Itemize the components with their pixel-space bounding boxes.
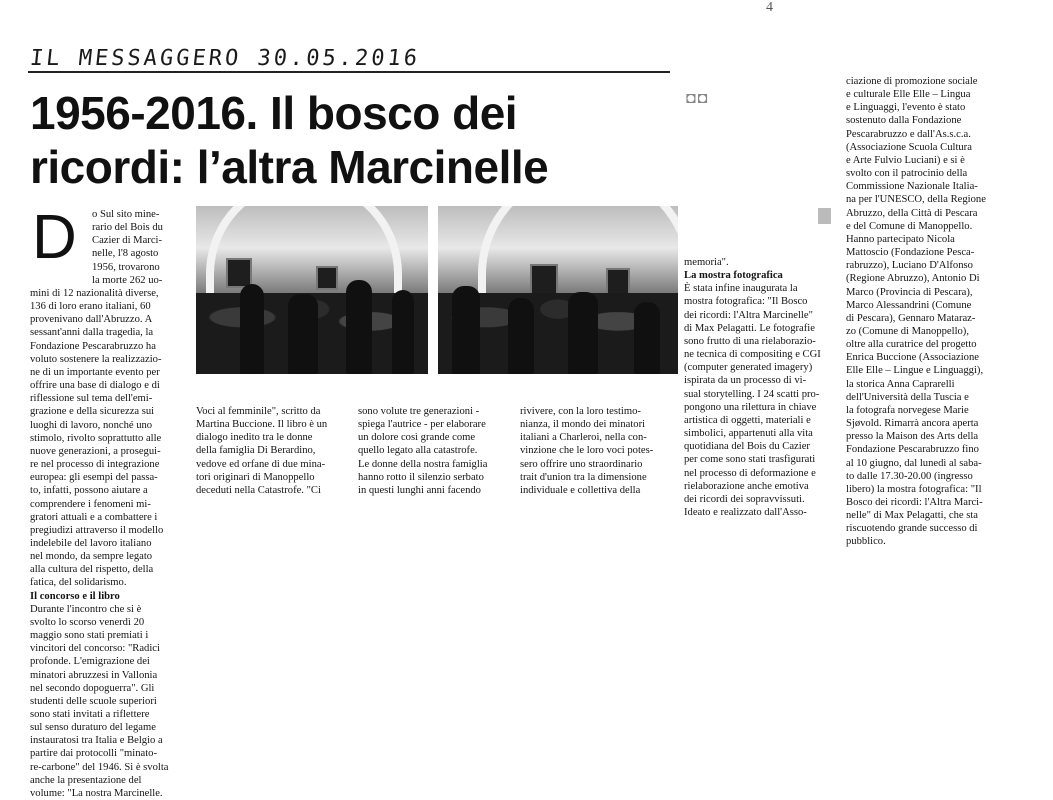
text-line: instauratosi tra Italia e Belgio a	[30, 735, 163, 747]
text-line: (Associazione Scuola Cultura	[846, 141, 972, 153]
text-line: Durante l'incontro che si è	[30, 603, 142, 615]
headline-line-1: 1956-2016. Il bosco dei	[30, 87, 518, 139]
text-line: sono volute tre generazioni -	[358, 406, 480, 417]
text-line: vinzione che le loro voci potes-	[520, 445, 654, 457]
text-line: studenti delle scuole superiori	[30, 695, 157, 707]
text-line: to dalle 17.30-20.00 (ingresso	[846, 470, 973, 482]
text-line: offrire una base di dialogo e di	[30, 380, 160, 392]
text-line: rabruzzo), Luciano D'Alfonso	[846, 260, 973, 272]
text-line: la storica Anna Caprarelli	[846, 378, 955, 390]
text-line: pubblico.	[846, 536, 886, 548]
text-line: profonde. L'emigrazione dei	[30, 656, 150, 668]
text-line: un dolore così grande come	[358, 432, 476, 444]
text-line: fatica, del solidarismo.	[30, 577, 127, 589]
text-line: È stata infine inaugurata la	[684, 283, 798, 295]
text-line: voluto sostenere la realizzazio-	[30, 353, 162, 365]
text-line: hanno rotto il silenzio serbato	[358, 471, 484, 483]
text-line: stimolo, rivolto soprattutto alle	[30, 432, 162, 444]
text-line: Elle Elle – Lingue e Linguaggi),	[846, 365, 984, 377]
text-line: italiani a Charleroi, nella con-	[520, 432, 647, 444]
text-line: spiega l'autrice - per elaborare	[358, 419, 486, 431]
corner-mark: 4	[766, 0, 773, 15]
text-line: Mattoscio (Fondazione Pesca-	[846, 247, 975, 259]
text-line: mostra fotografica: "Il Bosco	[684, 296, 808, 308]
text-line: Pescarabruzzo e dall'As.s.c.a.	[846, 128, 971, 140]
text-line: mini di 12 nazionalità diverse,	[30, 288, 159, 299]
text-line: 136 di loro erano italiani, 60	[30, 301, 151, 313]
drop-cap: D	[32, 203, 77, 272]
text-line: Commissione Nazionale Italia-	[846, 181, 978, 193]
text-line: Fondazione Pescarabruzzo fino	[846, 444, 979, 456]
decorative-square	[818, 208, 831, 224]
text-line: Il concorso e il libro	[30, 590, 120, 602]
article-column-1	[30, 287, 180, 800]
text-line: libero) la mostra fotografica: "Il	[846, 483, 982, 495]
text-line: della famiglia Di Berardino,	[196, 445, 316, 457]
text-line: gratori attuali e a combattere i	[30, 511, 158, 523]
text-line: anche la presentazione del	[30, 774, 142, 786]
text-line: pregiudizi attraverso il modello	[30, 524, 164, 536]
text-line: minatori abruzzesi in Vallonia	[30, 669, 158, 681]
text-line: 1956, trovarono	[92, 261, 160, 273]
text-line: ne di un importante evento per	[30, 366, 160, 378]
text-line: La mostra fotografica	[684, 270, 783, 282]
text-line: la fotografa norvegese Marie	[846, 404, 969, 416]
text-line: dialogo inedito tra le donne	[196, 432, 313, 444]
text-line: ciazione di promozione sociale	[846, 76, 978, 87]
text-line: Martina Buccione. Il libro è un	[196, 419, 328, 431]
text-line: Fondazione Pescarabruzzo ha	[30, 340, 156, 352]
text-line: Sjøvold. Rimarrà ancora aperta	[846, 418, 979, 430]
text-line: na per l'UNESCO, della Regione	[846, 194, 986, 206]
text-line: in questi lunghi anni facendo	[358, 484, 481, 496]
text-line: dei ricordi dei sopravvissuti.	[684, 493, 805, 505]
text-line: indelebile del lavoro italiano	[30, 537, 152, 549]
text-line: maggio sono stati premiati i	[30, 630, 149, 642]
text-line: Marco Alessandrini (Comune	[846, 299, 972, 311]
text-line: Abruzzo, della Città di Pescara	[846, 207, 978, 219]
text-line: quotidiana del Bois du Cazier	[684, 441, 810, 453]
text-line: nelle, l'8 agosto	[92, 248, 159, 260]
text-line: alla cultura del rispetto, della	[30, 564, 154, 576]
text-line: nel processo di deformazione e	[684, 467, 816, 479]
text-line: vedove ed orfane di due mina-	[196, 458, 326, 470]
text-line: nelle" di Max Pelagatti, che sta	[846, 510, 978, 522]
text-line: riscuotendo grande successo di	[846, 523, 978, 535]
text-line: per come sono stati trasfigurati	[684, 454, 816, 466]
text-line: sero offrire uno straordinario	[520, 458, 643, 470]
text-line: rielaborazione anche emotiva	[684, 480, 809, 492]
article-column-6	[846, 75, 1006, 549]
text-line: sono frutto di una rielaborazio-	[684, 335, 816, 347]
text-line: riflessione sul tema dell'emi-	[30, 393, 153, 405]
text-line: (Regione Abruzzo), Antonio Di	[846, 273, 980, 285]
text-line: svolto lo scorso venerdì 20	[30, 616, 145, 628]
text-line: sostenuto dalla Fondazione	[846, 115, 962, 127]
text-line: Hanno partecipato Nicola	[846, 233, 955, 245]
text-line: simbolici, appartenuti alla vita	[684, 428, 813, 440]
exhibition-photo-right	[438, 206, 678, 374]
text-line: partire dai protocolli "minato-	[30, 748, 157, 760]
text-line: tori originari di Manoppello	[196, 471, 315, 483]
text-line: rario del Bois du	[92, 222, 163, 234]
article-column-3	[358, 405, 508, 497]
text-line: individuale e collettiva della	[520, 484, 641, 496]
text-line: to, infatti, possono aiutare a	[30, 485, 148, 497]
text-line: la morte 262 uo-	[92, 274, 163, 286]
text-line: di Max Pelagatti. Le fotografie	[684, 322, 815, 334]
text-line: nianza, il mondo dei minatori	[520, 419, 646, 431]
text-line: dell'Università della Tuscia e	[846, 391, 969, 403]
text-line: e del Comune di Manoppello.	[846, 220, 973, 232]
text-line: ne tecnica di compositing e CGI	[684, 349, 821, 361]
text-line: europea: gli esempi del passa-	[30, 472, 158, 484]
text-line: sul senso duraturo del legame	[30, 722, 156, 734]
text-line: provenivano dall'Abruzzo. A	[30, 314, 153, 326]
text-line: rivivere, con la loro testimo-	[520, 406, 641, 417]
text-line: e Arte Fulvio Luciani) e si è	[846, 154, 965, 166]
article-column-2	[196, 405, 346, 497]
text-line: presso la Maison des Arts della	[846, 431, 979, 443]
text-line: (computer generated imagery)	[684, 362, 813, 374]
text-line: e Linguaggi, l'evento è stato	[846, 102, 966, 114]
text-line: re-carbone" del 1946. Si è svolta	[30, 761, 169, 773]
text-line: al 10 giugno, dal lunedì al saba-	[846, 457, 982, 469]
text-line: sono stati invitati a riflettere	[30, 709, 150, 720]
text-line: re nel processo di integrazione	[30, 459, 160, 471]
headline	[30, 86, 670, 194]
text-line: sual storytelling. I 24 scatti pro-	[684, 388, 820, 400]
text-line: comprendere i fenomeni mi-	[30, 498, 151, 510]
text-line: o Sul sito mine-	[92, 209, 160, 220]
text-line: e culturale Elle Elle – Lingua	[846, 89, 971, 101]
text-line: di Pescara), Gennaro Matarаz-	[846, 312, 976, 324]
text-line: memoria".	[684, 257, 729, 268]
text-line: Ideato e realizzato dall'Asso-	[684, 506, 807, 518]
text-line: Le donne della nostra famiglia	[358, 458, 488, 470]
text-line: nel mondo, da sempre legato	[30, 551, 153, 563]
article-column-1-lead	[92, 208, 176, 287]
masthead-rule	[28, 71, 670, 73]
decorative-dots: ◘◘	[686, 90, 710, 107]
text-line: quello legato alla catastrofe.	[358, 445, 478, 457]
masthead: IL MESSAGGERO 30.05.2016	[28, 46, 422, 71]
text-line: ispirata da un processo di vi-	[684, 375, 807, 387]
text-line: Voci al femminile", scritto da	[196, 406, 321, 417]
article-column-4	[520, 405, 670, 497]
text-line: volume: "La nostra Marcinelle.	[30, 787, 163, 799]
text-line: deceduti nella Catastrofe. "Ci	[196, 484, 321, 496]
text-line: Bosco dei ricordi: l'Altra Marci-	[846, 497, 983, 508]
text-line: nuove generazioni, a prosegui-	[30, 445, 161, 457]
text-line: luoghi di lavoro, nonché uno	[30, 419, 153, 431]
text-line: Marco (Provincia di Pescara),	[846, 286, 973, 298]
text-line: sessant'anni dalla tragedia, la	[30, 327, 154, 339]
headline-line-2: ricordi: l’altra Marcinelle	[30, 141, 549, 193]
text-line: pongono una rilettura in chiave	[684, 401, 817, 413]
text-line: dei ricordi: l'Altra Marcinelle"	[684, 309, 813, 321]
text-line: nel secondo dopoguerra". Gli	[30, 682, 155, 694]
text-line: trait d'union tra la dimensione	[520, 471, 647, 483]
article-column-5	[684, 256, 834, 519]
text-line: oltre alla curatrice del progetto	[846, 339, 977, 351]
text-line: zo (Comune di Manoppello),	[846, 325, 969, 337]
text-line: grazione e della sicurezza sui	[30, 406, 155, 418]
text-line: Cazier di Marci-	[92, 235, 163, 247]
text-line: artistica di oggetti, materiali e	[684, 414, 811, 426]
text-line: vincitori del concorso: "Radici	[30, 643, 160, 655]
text-line: Enrica Buccione (Associazione	[846, 352, 979, 364]
text-line: svolto con il patrocinio della	[846, 168, 968, 180]
exhibition-photo-left	[196, 206, 428, 374]
